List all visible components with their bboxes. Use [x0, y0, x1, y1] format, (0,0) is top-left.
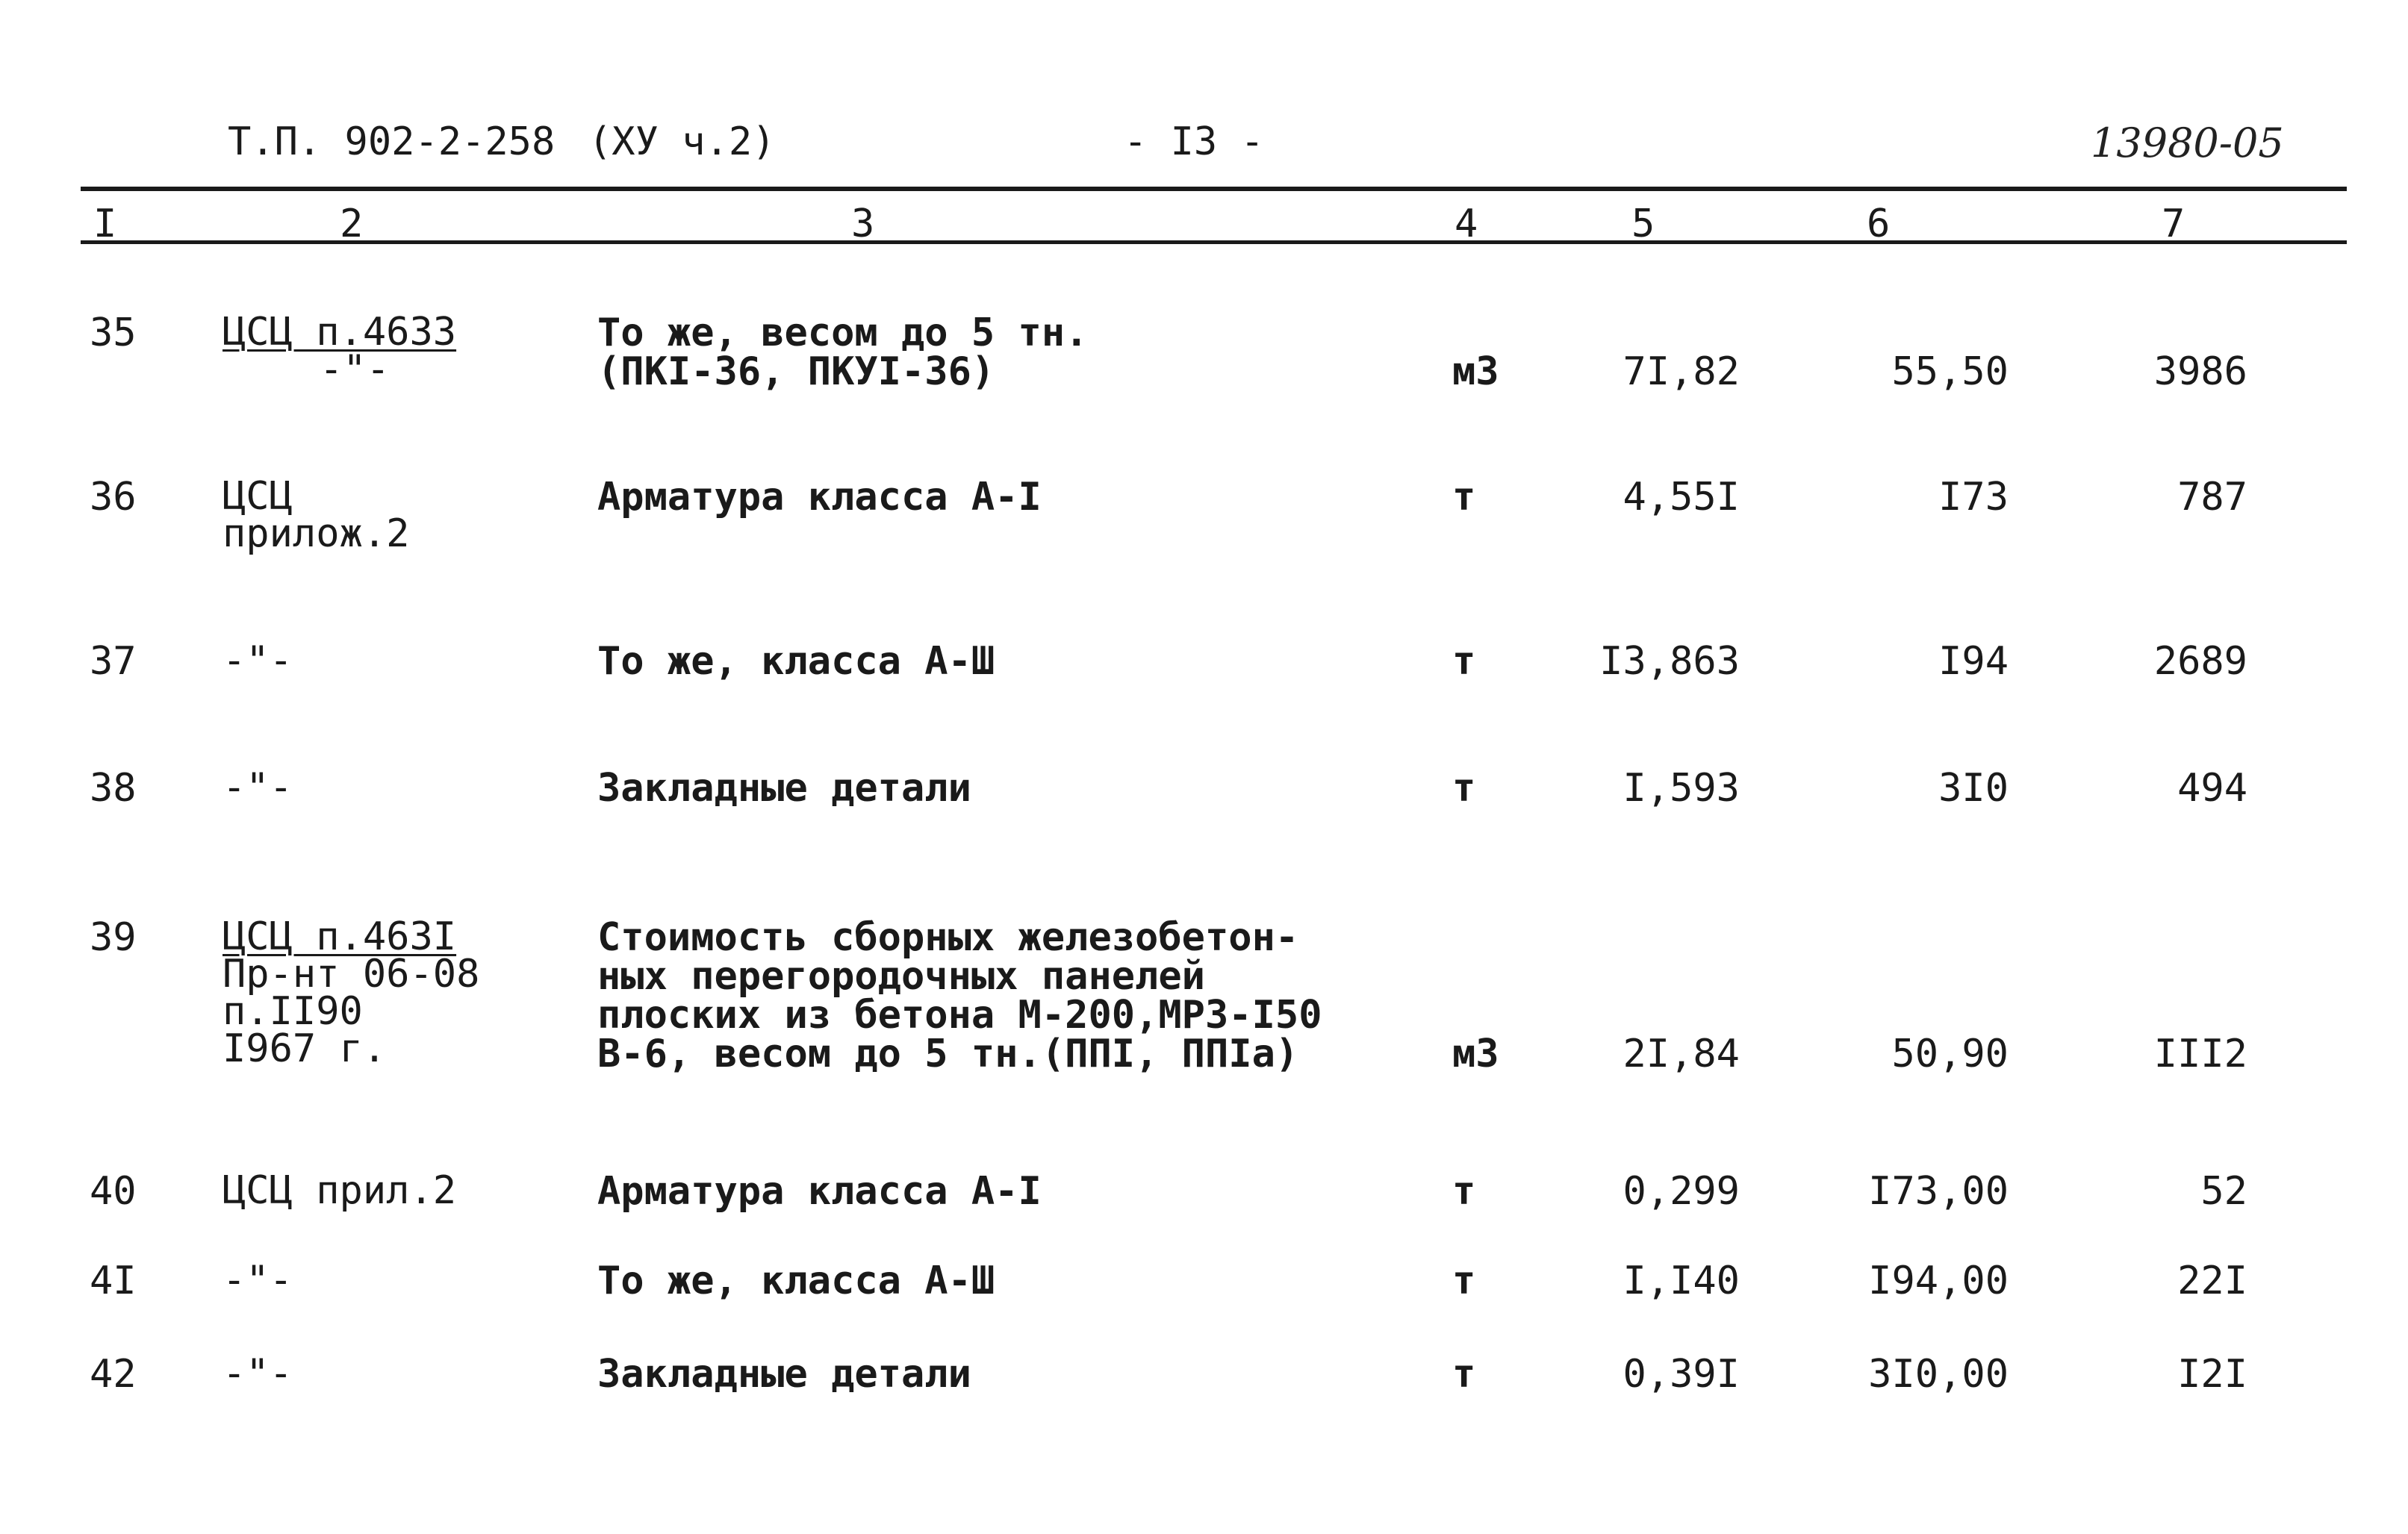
reference-line: ЦСЦ п.4633: [223, 310, 457, 355]
row-description: [597, 915, 1322, 1076]
column-header-3: 3: [851, 202, 875, 246]
description-line: ных перегородочных панелей: [597, 954, 1205, 999]
column-header-6: 6: [1867, 202, 1891, 246]
document-code: Т.П. 902-2-258: [228, 119, 556, 164]
row-quantity: 7I,82: [1623, 349, 1740, 394]
row-total: 52: [2200, 1169, 2247, 1214]
row-reference: [223, 474, 410, 556]
row-description: [597, 311, 1089, 394]
row-reference: [223, 638, 293, 683]
row-quantity: I,I40: [1623, 1259, 1740, 1303]
description-line: плоских из бетона М-200,МРЗ-I50: [597, 993, 1322, 1038]
row-quantity: I,593: [1623, 766, 1740, 811]
row-unit: м3: [1452, 1032, 1499, 1076]
description-line: То же, класса А-Ш: [597, 639, 995, 684]
row-number: 40: [90, 1169, 137, 1214]
row-reference: [223, 1351, 293, 1396]
row-quantity: 0,39I: [1623, 1352, 1740, 1397]
row-unit: т: [1452, 1352, 1476, 1397]
row-unit-price: I94,00: [1868, 1259, 2009, 1303]
row-description: [597, 1169, 1042, 1214]
description-line: То же, весом до 5 тн.: [597, 311, 1089, 355]
row-reference: [223, 765, 293, 810]
row-total: 787: [2177, 475, 2247, 520]
reference-line: п.II90: [223, 989, 363, 1034]
row-unit: т: [1452, 1259, 1476, 1303]
description-line: (ПКI-36, ПКУI-36): [597, 349, 995, 394]
reference-line: прилож.2: [223, 511, 410, 556]
row-total: 3986: [2153, 349, 2247, 394]
reference-line: ЦСЦ: [223, 474, 293, 519]
row-reference: [223, 1168, 457, 1213]
row-unit: м3: [1452, 349, 1499, 394]
row-reference: [223, 914, 480, 1071]
reference-line: Пр-нт 06-08: [223, 952, 480, 997]
row-number: 36: [90, 475, 137, 520]
row-unit-price: 3I0,00: [1868, 1352, 2009, 1397]
document-part: (ХУ ч.2): [588, 119, 776, 164]
row-total: 22I: [2177, 1259, 2247, 1303]
reference-line: -"-: [223, 765, 293, 810]
row-description: [597, 766, 971, 811]
row-total: 2689: [2153, 639, 2247, 684]
row-unit-price: 3I0: [1938, 766, 2009, 811]
column-header-2: 2: [340, 202, 364, 246]
row-reference: [223, 1258, 293, 1303]
top-rule: [81, 187, 2347, 191]
description-line: В-6, весом до 5 тн.(ППI, ППIа): [597, 1032, 1299, 1076]
description-line: Закладные детали: [597, 1352, 971, 1397]
row-description: [597, 1352, 971, 1397]
column-header-4: 4: [1455, 202, 1478, 246]
description-line: Стоимость сборных железобетон-: [597, 915, 1299, 960]
row-quantity: 0,299: [1623, 1169, 1740, 1214]
reference-line: -"-: [223, 1258, 293, 1303]
row-number: 35: [90, 311, 137, 355]
row-reference: [223, 310, 457, 392]
reference-line: -"-: [223, 1351, 293, 1396]
description-line: Закладные детали: [597, 766, 971, 811]
row-unit-price: 55,50: [1891, 349, 2009, 394]
row-number: 37: [90, 639, 137, 684]
row-unit-price: 50,90: [1891, 1032, 2009, 1076]
row-number: 39: [90, 915, 137, 960]
description-line: Арматура класса А-I: [597, 475, 1042, 520]
row-quantity: 2I,84: [1623, 1032, 1740, 1076]
row-unit: т: [1452, 475, 1476, 520]
row-quantity: I3,863: [1599, 639, 1740, 684]
reference-line: ЦСЦ прил.2: [223, 1168, 457, 1213]
reference-line: I967 г.: [223, 1026, 387, 1071]
row-unit-price: I73: [1938, 475, 2009, 520]
row-total: III2: [2153, 1032, 2247, 1076]
archive-number: 13980-05: [2091, 119, 2284, 166]
page-number: - I3 -: [1124, 119, 1264, 164]
row-unit: т: [1452, 766, 1476, 811]
reference-line: -"-: [223, 638, 293, 683]
row-quantity: 4,55I: [1623, 475, 1740, 520]
row-unit-price: I73,00: [1868, 1169, 2009, 1214]
row-unit: т: [1452, 1169, 1476, 1214]
row-unit-price: I94: [1938, 639, 2009, 684]
row-total: I2I: [2177, 1352, 2247, 1397]
reference-line: -"-: [320, 347, 390, 392]
column-header-rule: [81, 240, 2347, 244]
row-description: [597, 639, 995, 684]
description-line: То же, класса А-Ш: [597, 1259, 995, 1303]
row-number: 38: [90, 766, 137, 811]
column-header-5: 5: [1631, 202, 1655, 246]
column-header-7: 7: [2162, 202, 2185, 246]
description-line: Арматура класса А-I: [597, 1169, 1042, 1214]
row-number: 4I: [90, 1259, 137, 1303]
row-unit: т: [1452, 639, 1476, 684]
row-number: 42: [90, 1352, 137, 1397]
row-total: 494: [2177, 766, 2247, 811]
column-header-1: I: [93, 202, 117, 246]
row-description: [597, 1259, 995, 1303]
reference-line: ЦСЦ п.463I: [223, 914, 457, 959]
row-description: [597, 475, 1042, 520]
